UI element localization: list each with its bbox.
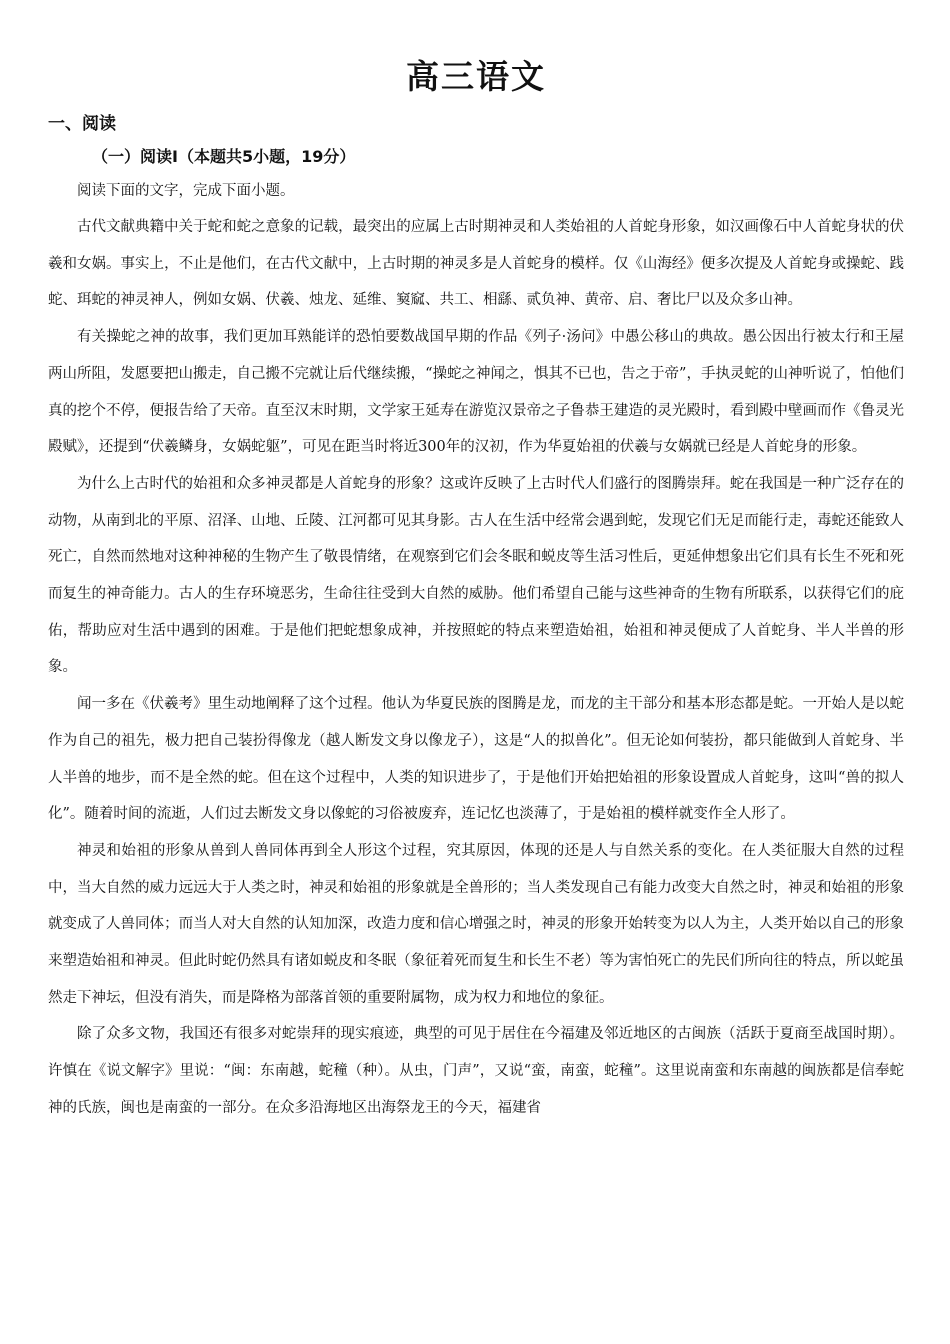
instruction-text: 阅读下面的文字，完成下面小题。 bbox=[77, 183, 295, 199]
paragraph-3: 为什么上古时代的始祖和众多神灵都是人首蛇身的形象？这或许反映了上古时代人们盛行的图腾崇拜。蛇在我国是一种广泛存在的动物，从南到北的平原、沼泽、山地、丘陵、江河都可见其身影。古人在生活中经常会遇到蛇，发现它们无足而能行走，毒蛇还能致人死亡，自然而然地对这种神秘的生物产生了敬畏情绪，在观察到它们会冬眠和蜕皮等生活习性后，更延伸想象出它们具有长生不死和死而复生的神奇能力。古人的生存环境恶劣，生命往往受到大自然的威胁。他们希望自己能与这些神奇的生物有所联系，以获得它们的庇佑，帮助应对生活中遇到的困难。于是他们把蛇想象成神，并按照蛇的特点来塑造始祖，始祖和神灵便成了人首蛇身、半人半兽的形象。 bbox=[48, 475, 904, 676]
paragraph-1: 古代文献典籍中关于蛇和蛇之意象的记载，最突出的应属上古时期神灵和人类始祖的人首蛇身形象，如汉画像石中人首蛇身状的伏羲和女娲。事实上，不止是他们，在古代文献中，上古时期的神灵多是人首蛇身的模样。仅《山海经》便多次提及人首蛇身或操蛇、践蛇、珥蛇的神灵神人，例如女娲、伏羲、烛龙、延维、窫窳、共工、相繇、贰负神、黄帝、启、奢比尸以及众多山神。 bbox=[48, 219, 904, 309]
sub-heading: （一）阅读Ⅰ（本题共5小题，19分） bbox=[92, 147, 356, 166]
paragraph-5: 神灵和始祖的形象从兽到人兽同体再到全人形这个过程，究其原因，体现的还是人与自然关系的变化。在人类征服大自然的过程中，当大自然的威力远远大于人类之时，神灵和始祖的形象就是全兽形的；当人类发现自己有能力改变大自然之时，神灵和始祖的形象就变成了人兽同体；而当人对大自然的认知加深，改造力度和信心增强之时，神灵的形象开始转变为以人为主，人类开始以自己的形象来塑造始祖和神灵。但此时蛇仍然具有诸如蜕皮和冬眠（象征着死而复生和长生不老）等为害怕死亡的先民们所向往的特点，所以蛇虽然走下神坛，但没有消失，而是降格为部落首领的重要附属物，成为权力和地位的象征。 bbox=[48, 842, 904, 1006]
section-heading: 一、阅读 bbox=[48, 114, 116, 134]
page-title: 高三语文 bbox=[406, 57, 546, 96]
paragraph-2: 有关操蛇之神的故事，我们更加耳熟能详的恐怕要数战国早期的作品《列子·汤问》中愚公移山的典故。愚公因出行被太行和王屋两山所阻，发愿要把山搬走，自己搬不完就让后代继续搬，“操蛇之神闻之，惧其不已也，告之于帝”，手执灵蛇的山神听说了，怕他们真的挖个不停，便报告给了天帝。直至汉末时期，文学家王延寿在游览汉景帝之子鲁恭王建造的灵光殿时，看到殿中壁画而作《鲁灵光殿赋》，还提到“伏羲鳞身，女娲蛇躯”，可见在距当时将近300年的汉初，作为华夏始祖的伏羲与女娲就已经是人首蛇身的形象。 bbox=[48, 329, 904, 456]
paragraph-6: 除了众多文物，我国还有很多对蛇崇拜的现实痕迹，典型的可见于居住在今福建及邻近地区的古闽族（活跃于夏商至战国时期）。许慎在《说文解字》里说：“闽：东南越，蛇穜（种）。从虫，门声”，又说“蛮，南蛮，蛇穜”。这里说南蛮和东南越的闽族都是信奉蛇神的氏族，闽也是南蛮的一部分。在众多沿海地区出海祭龙王的今天，福建省 bbox=[48, 1026, 904, 1116]
paragraph-4: 闻一多在《伏羲考》里生动地阐释了这个过程。他认为华夏民族的图腾是龙，而龙的主干部分和基本形态都是蛇。一开始人是以蛇作为自己的祖先，极力把自己装扮得像龙（越人断发文身以像龙子），这是“人的拟兽化”。但无论如何装扮，都只能做到人首蛇身、半人半兽的地步，而不是全然的蛇。但在这个过程中，人类的知识进步了，于是他们开始把始祖的形象设置成人首蛇身，这叫“兽的拟人化”。随着时间的流逝，人们过去断发文身以像蛇的习俗被废弃，连记忆也淡薄了，于是始祖的模样就变作全人形了。 bbox=[48, 696, 904, 823]
